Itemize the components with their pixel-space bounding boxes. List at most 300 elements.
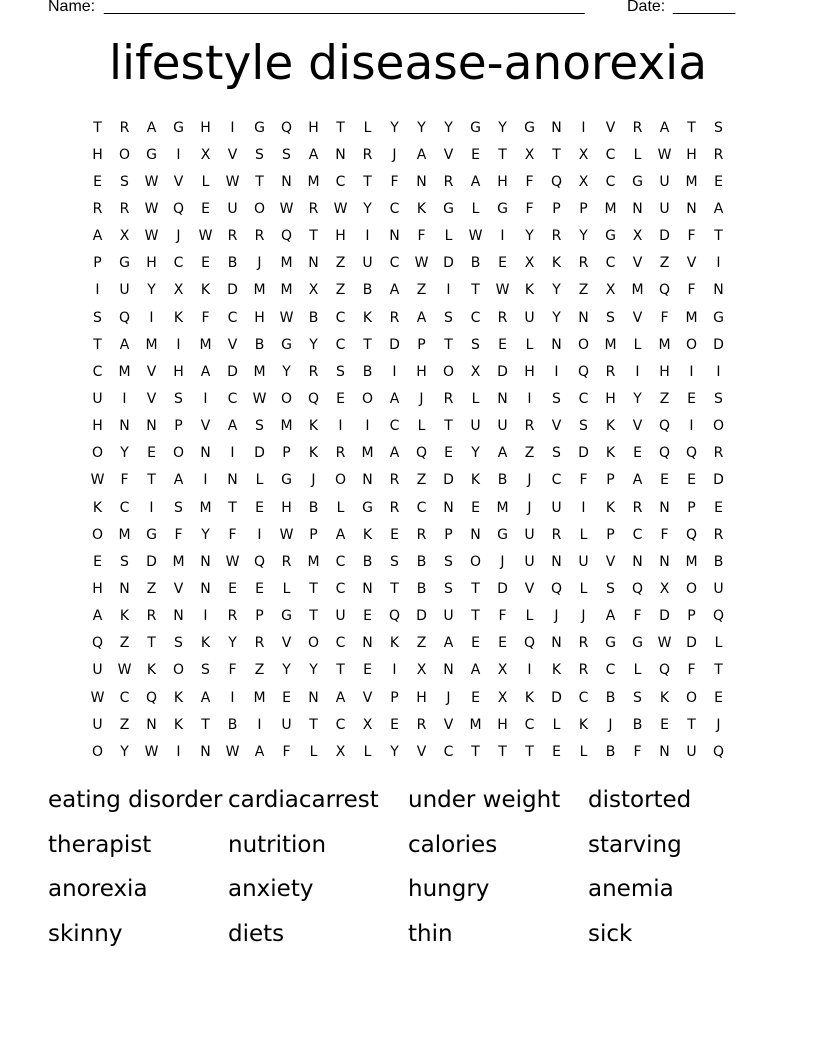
grid-letter: G [146, 526, 157, 543]
grid-letter: W [657, 635, 672, 652]
grid-letter: F [417, 228, 426, 245]
grid-letter: J [500, 553, 505, 570]
grid-letter: Z [119, 716, 130, 733]
grid-letter: K [200, 282, 211, 299]
grid-letter: G [281, 472, 292, 489]
grid-letter: T [336, 119, 345, 136]
grid-letter: H [92, 146, 103, 163]
grid-letter: B [362, 282, 373, 299]
grid-letter: R [551, 526, 562, 543]
grid-letter: S [552, 390, 561, 407]
grid-letter: A [200, 363, 211, 380]
grid-letter: U [659, 173, 670, 190]
grid-letter: T [255, 173, 264, 190]
grid-letter: Q [685, 445, 698, 462]
grid-letter: V [632, 309, 643, 326]
grid-letter: Z [146, 580, 157, 597]
word-list-item: diets [228, 920, 285, 947]
grid-letter: R [578, 662, 589, 679]
grid-letter: I [635, 363, 640, 380]
grid-letter: Q [118, 309, 131, 326]
grid-letter: T [309, 228, 318, 245]
word-list-item: distorted [588, 787, 692, 814]
grid-letter: B [497, 472, 508, 489]
grid-letter: Y [309, 662, 318, 679]
grid-letter: V [605, 553, 616, 570]
grid-letter: I [176, 336, 181, 353]
grid-letter: N [659, 553, 670, 570]
grid-letter: R [146, 608, 157, 625]
grid-letter: A [470, 662, 481, 679]
grid-letter: W [414, 255, 429, 272]
grid-letter: I [716, 255, 721, 272]
grid-letter: W [225, 173, 240, 190]
grid-letter: R [605, 363, 616, 380]
grid-letter: Q [523, 635, 536, 652]
grid-letter: J [311, 472, 316, 489]
grid-letter: E [471, 689, 480, 706]
grid-letter: C [578, 390, 589, 407]
grid-letter: L [633, 662, 642, 679]
grid-letter: O [172, 445, 185, 462]
grid-letter: O [172, 662, 185, 679]
grid-letter: P [282, 445, 291, 462]
grid-letter: I [203, 608, 208, 625]
grid-letter: J [527, 472, 532, 489]
grid-letter: Y [444, 119, 453, 136]
grid-row [84, 603, 732, 630]
grid-letter: D [659, 608, 670, 625]
grid-letter: F [201, 309, 210, 326]
grid-letter: K [578, 716, 589, 733]
grid-letter: K [362, 309, 373, 326]
grid-letter: Q [145, 689, 158, 706]
grid-letter: K [173, 309, 184, 326]
grid-letter: G [254, 119, 265, 136]
grid-letter: H [200, 119, 211, 136]
grid-letter: A [389, 445, 400, 462]
grid-letter: T [228, 499, 237, 516]
grid-letter: J [446, 689, 451, 706]
grid-letter: F [228, 526, 237, 543]
grid-letter: F [525, 173, 534, 190]
word-list-row [48, 778, 768, 823]
grid-letter: S [390, 553, 399, 570]
grid-letter: N [119, 418, 130, 435]
grid-letter: C [389, 418, 400, 435]
grid-letter: B [362, 553, 373, 570]
grid-letter: T [444, 336, 453, 353]
grid-letter: C [605, 255, 616, 272]
grid-letter: P [417, 336, 426, 353]
grid-letter: V [443, 146, 454, 163]
grid-letter: U [227, 200, 238, 217]
grid-letter: P [390, 689, 399, 706]
grid-letter: N [497, 390, 508, 407]
grid-letter: Y [201, 526, 210, 543]
grid-letter: Q [388, 608, 401, 625]
grid-letter: V [227, 146, 238, 163]
grid-letter: I [149, 309, 154, 326]
grid-letter: C [470, 309, 481, 326]
grid-letter: L [714, 635, 723, 652]
grid-letter: W [144, 228, 159, 245]
grid-letter: F [687, 662, 696, 679]
grid-letter: R [416, 716, 427, 733]
grid-letter: T [201, 716, 210, 733]
grid-letter: Q [658, 445, 671, 462]
grid-letter: A [389, 282, 400, 299]
grid-letter: Q [577, 363, 590, 380]
grid-letter: A [632, 472, 643, 489]
grid-letter: W [657, 146, 672, 163]
grid-letter: M [685, 309, 698, 326]
grid-letter: I [257, 526, 262, 543]
grid-letter: M [685, 553, 698, 570]
grid-letter: N [200, 743, 211, 760]
word-list-item: sick [588, 920, 633, 947]
grid-letter: W [252, 390, 267, 407]
word-list-row [48, 912, 768, 957]
word-list-row [48, 867, 768, 912]
grid-letter: U [578, 553, 589, 570]
grid-letter: B [632, 716, 643, 733]
grid-letter: A [659, 119, 670, 136]
grid-letter: I [176, 743, 181, 760]
grid-letter: F [228, 662, 237, 679]
grid-letter: F [687, 282, 696, 299]
grid-letter: P [606, 472, 615, 489]
grid-letter: Y [471, 445, 480, 462]
word-list-item: nutrition [228, 831, 327, 858]
grid-letter: T [525, 743, 534, 760]
grid-letter: Y [498, 119, 507, 136]
grid-letter: M [280, 418, 293, 435]
grid-letter: N [362, 580, 373, 597]
grid-letter: G [119, 255, 130, 272]
grid-letter: D [416, 608, 427, 625]
grid-letter: E [390, 526, 399, 543]
grid-letter: R [254, 635, 265, 652]
grid-letter: X [524, 255, 535, 272]
grid-letter: K [605, 418, 616, 435]
grid-letter: G [497, 526, 508, 543]
grid-letter: S [579, 418, 588, 435]
grid-letter: O [685, 336, 698, 353]
grid-letter: M [469, 716, 482, 733]
grid-letter: I [689, 418, 694, 435]
grid-letter: D [254, 445, 265, 462]
grid-letter: K [551, 662, 562, 679]
grid-letter: C [416, 499, 427, 516]
grid-letter: J [554, 608, 559, 625]
grid-letter: H [92, 418, 103, 435]
grid-letter: N [362, 635, 373, 652]
grid-letter: Q [631, 580, 644, 597]
grid-letter: X [362, 716, 373, 733]
grid-row [84, 548, 732, 575]
grid-letter: R [308, 363, 319, 380]
grid-letter: W [279, 200, 294, 217]
grid-letter: R [632, 499, 643, 516]
grid-letter: N [308, 255, 319, 272]
grid-letter: T [363, 336, 372, 353]
grid-letter: G [605, 635, 616, 652]
grid-letter: K [308, 445, 319, 462]
grid-letter: V [281, 635, 292, 652]
grid-letter: X [524, 146, 535, 163]
grid-letter: A [389, 390, 400, 407]
grid-letter: Q [253, 553, 266, 570]
grid-letter: Q [307, 390, 320, 407]
grid-letter: O [685, 580, 698, 597]
grid-letter: A [92, 608, 103, 625]
grid-letter: B [605, 689, 616, 706]
grid-letter: X [497, 662, 508, 679]
grid-letter: R [227, 608, 238, 625]
grid-letter: N [362, 472, 373, 489]
grid-letter: C [335, 336, 346, 353]
grid-row [84, 440, 732, 467]
grid-letter: P [687, 608, 696, 625]
grid-letter: O [307, 635, 320, 652]
grid-letter: R [497, 309, 508, 326]
grid-row [84, 684, 732, 711]
grid-letter: T [471, 608, 480, 625]
grid-letter: L [363, 743, 372, 760]
grid-letter: I [365, 228, 370, 245]
grid-letter: S [471, 336, 480, 353]
grid-letter: X [605, 282, 616, 299]
grid-letter: L [633, 336, 642, 353]
grid-letter: F [660, 309, 669, 326]
grid-letter: V [146, 363, 157, 380]
grid-letter: K [200, 635, 211, 652]
grid-letter: T [309, 580, 318, 597]
grid-letter: N [659, 499, 670, 516]
grid-letter: C [551, 472, 562, 489]
grid-letter: H [146, 255, 157, 272]
grid-letter: O [469, 553, 482, 570]
date-label: Date: [627, 0, 666, 15]
grid-letter: M [604, 200, 617, 217]
grid-letter: R [281, 553, 292, 570]
grid-letter: Q [91, 635, 104, 652]
grid-letter: H [605, 390, 616, 407]
grid-letter: N [308, 689, 319, 706]
grid-letter: R [227, 228, 238, 245]
grid-letter: E [282, 689, 291, 706]
grid-letter: P [579, 200, 588, 217]
grid-letter: O [361, 390, 374, 407]
grid-letter: K [92, 499, 103, 516]
grid-letter: Q [280, 119, 293, 136]
grid-letter: C [578, 689, 589, 706]
grid-letter: U [362, 255, 373, 272]
grid-letter: W [144, 743, 159, 760]
grid-letter: I [257, 716, 262, 733]
grid-letter: S [444, 553, 453, 570]
grid-letter: R [335, 445, 346, 462]
grid-letter: S [444, 580, 453, 597]
grid-letter: Z [659, 390, 670, 407]
name-label: Name: [48, 0, 96, 15]
grid-letter: Y [147, 282, 156, 299]
grid-letter: W [225, 553, 240, 570]
grid-letter: S [255, 418, 264, 435]
grid-letter: F [633, 608, 642, 625]
grid-letter: Y [363, 200, 372, 217]
grid-letter: M [280, 255, 293, 272]
grid-letter: C [335, 716, 346, 733]
grid-letter: W [468, 228, 483, 245]
grid-letter: S [120, 173, 129, 190]
grid-row [84, 223, 732, 250]
grid-letter: X [416, 662, 427, 679]
grid-letter: Y [282, 363, 291, 380]
grid-letter: U [92, 662, 103, 679]
grid-letter: O [685, 689, 698, 706]
grid-letter: N [200, 445, 211, 462]
grid-letter: Q [658, 418, 671, 435]
grid-letter: M [253, 689, 266, 706]
grid-letter: C [227, 309, 238, 326]
grid-letter: U [524, 553, 535, 570]
grid-letter: U [686, 743, 697, 760]
grid-letter: I [338, 418, 343, 435]
grid-letter: A [497, 445, 508, 462]
name-blank-line: ______________________________________________________ [104, 0, 585, 15]
grid-letter: H [92, 580, 103, 597]
grid-letter: U [497, 418, 508, 435]
grid-letter: G [362, 499, 373, 516]
grid-letter: S [444, 309, 453, 326]
grid-letter: L [525, 608, 534, 625]
grid-row [84, 358, 732, 385]
grid-letter: D [578, 445, 589, 462]
grid-letter: T [687, 119, 696, 136]
grid-letter: B [416, 553, 427, 570]
grid-letter: N [416, 173, 427, 190]
grid-letter: O [442, 363, 455, 380]
grid-letter: W [144, 173, 159, 190]
grid-letter: T [471, 743, 480, 760]
grid-letter: K [119, 608, 130, 625]
grid-letter: M [496, 499, 509, 516]
grid-letter: C [335, 309, 346, 326]
grid-letter: E [714, 499, 723, 516]
grid-letter: H [335, 228, 346, 245]
grid-letter: P [174, 418, 183, 435]
grid-letter: Q [550, 580, 563, 597]
grid-letter: P [606, 526, 615, 543]
grid-letter: R [443, 173, 454, 190]
grid-letter: N [578, 309, 589, 326]
grid-row [84, 630, 732, 657]
grid-letter: A [605, 608, 616, 625]
grid-letter: N [632, 553, 643, 570]
grid-letter: U [281, 716, 292, 733]
grid-letter: N [443, 662, 454, 679]
grid-letter: E [714, 173, 723, 190]
grid-letter: D [551, 689, 562, 706]
grid-letter: G [281, 608, 292, 625]
grid-letter: T [309, 608, 318, 625]
grid-letter: E [498, 255, 507, 272]
grid-letter: N [551, 635, 562, 652]
grid-letter: V [632, 418, 643, 435]
grid-letter: V [173, 580, 184, 597]
grid-letter: E [93, 553, 102, 570]
grid-letter: G [605, 228, 616, 245]
grid-letter: Y [282, 662, 291, 679]
grid-letter: M [658, 336, 671, 353]
grid-letter: L [336, 499, 345, 516]
grid-letter: N [200, 553, 211, 570]
grid-letter: V [686, 255, 697, 272]
grid-letter: Q [415, 445, 428, 462]
grid-letter: S [336, 363, 345, 380]
grid-letter: N [173, 608, 184, 625]
grid-letter: S [174, 499, 183, 516]
grid-letter: L [579, 526, 588, 543]
grid-letter: A [308, 146, 319, 163]
grid-letter: V [416, 743, 427, 760]
grid-letter: Q [280, 228, 293, 245]
grid-letter: E [660, 472, 669, 489]
grid-letter: L [417, 418, 426, 435]
grid-letter: W [279, 309, 294, 326]
grid-letter: G [713, 309, 724, 326]
grid-letter: A [227, 418, 238, 435]
puzzle-title: lifestyle disease-anorexia [108, 36, 708, 91]
grid-letter: C [335, 635, 346, 652]
grid-letter: T [498, 743, 507, 760]
grid-row [84, 141, 732, 168]
grid-letter: I [581, 119, 586, 136]
grid-letter: E [93, 173, 102, 190]
grid-letter: C [605, 173, 616, 190]
grid-letter: D [659, 228, 670, 245]
grid-letter: V [443, 716, 454, 733]
grid-letter: N [551, 553, 562, 570]
grid-letter: L [471, 390, 480, 407]
grid-letter: N [335, 146, 346, 163]
grid-letter: X [200, 146, 211, 163]
grid-letter: Z [416, 472, 427, 489]
grid-letter: N [659, 743, 670, 760]
grid-letter: G [443, 200, 454, 217]
grid-letter: I [446, 282, 451, 299]
grid-letter: L [525, 336, 534, 353]
grid-letter: S [714, 390, 723, 407]
grid-letter: S [93, 309, 102, 326]
grid-letter: T [363, 173, 372, 190]
grid-letter: H [416, 363, 427, 380]
grid-letter: E [390, 716, 399, 733]
grid-letter: J [176, 228, 181, 245]
grid-letter: T [147, 472, 156, 489]
grid-letter: K [659, 689, 670, 706]
grid-letter: U [92, 716, 103, 733]
grid-letter: I [689, 363, 694, 380]
grid-letter: E [201, 255, 210, 272]
grid-letter: C [227, 390, 238, 407]
grid-letter: C [605, 662, 616, 679]
grid-letter: X [119, 228, 130, 245]
grid-letter: Y [417, 119, 426, 136]
grid-letter: K [605, 499, 616, 516]
